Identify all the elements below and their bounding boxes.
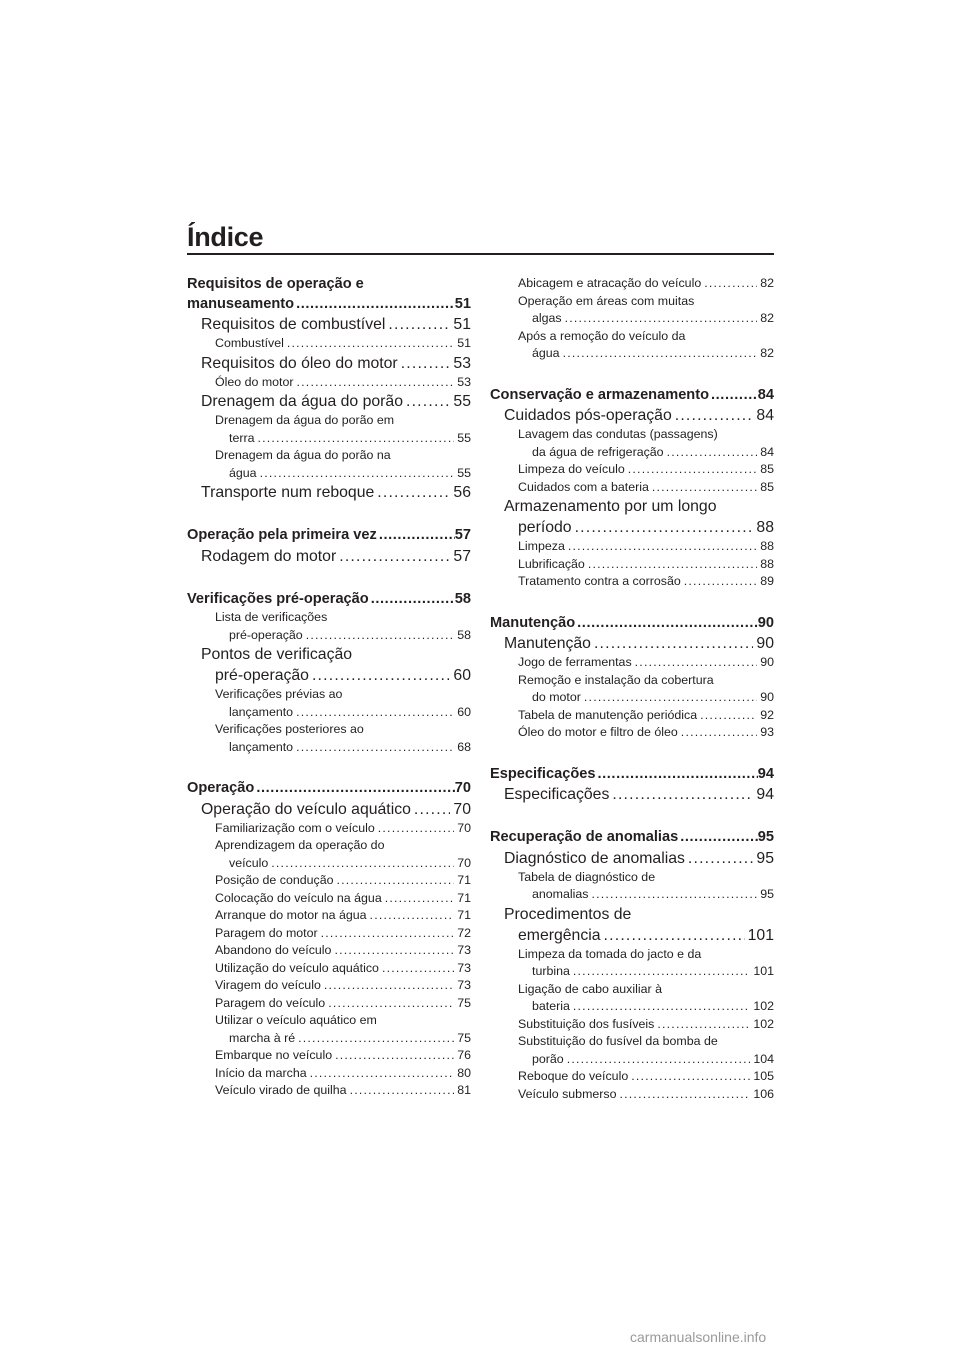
toc-entry[interactable] [187,1012,471,1047]
toc-page-number: 58 [454,590,471,607]
toc-entry-title: Requisitos do óleo do motor [201,354,398,372]
toc-entry[interactable] [490,573,774,591]
toc-entry-title: Transporte num reboque [201,484,375,501]
toc-page-number: 70 [457,820,471,835]
toc-entry-title: Jogo de ferramentas [518,655,632,669]
toc-entry[interactable] [490,386,774,406]
dot-leader [321,925,455,943]
dot-leader [577,614,758,634]
toc-entry[interactable] [187,799,471,820]
toc-page-number: 101 [753,964,774,978]
toc-entry[interactable] [490,654,774,672]
toc-entry-title: Utilização do veículo aquático [215,960,379,975]
toc-entry-title: Ligação de cabo auxiliar à [518,981,662,996]
toc-page-number: 90 [760,690,774,704]
toc-entry-title: veículo [229,855,269,870]
toc-page-number: 55 [453,393,471,410]
toc-page-number: 53 [453,354,471,372]
dot-leader [296,704,454,722]
dot-leader [312,665,450,686]
toc-entry-title: da água de refrigeração [532,444,664,459]
toc-entry-title: Rodagem do motor [201,547,337,565]
toc-entry[interactable] [187,391,471,412]
toc-entry[interactable] [187,977,471,995]
toc-page-number: 51 [453,316,471,333]
toc-entry-title: Óleo do motor [215,374,294,389]
toc-entry-title: Verificações prévias ao [215,687,343,701]
toc-page-number: 88 [760,556,774,571]
dot-leader [388,314,450,335]
dot-leader [565,310,758,328]
toc-entry-title: manuseamento [187,295,295,312]
toc-entry-title: Lavagem das condutas (passagens) [518,427,718,441]
toc-entry-title: água [532,346,560,360]
dot-leader [296,739,454,757]
dot-leader [700,707,757,725]
toc-page-number: 75 [457,1030,471,1045]
toc-entry-title: Substituição do fusível da bomba de [518,1034,718,1048]
toc-entry-title: Diagnóstico de anomalias [504,849,685,867]
toc-entry-title: Aprendizagem da operação do [215,838,385,852]
toc-page-number: 94 [757,765,774,782]
dot-leader [652,479,757,497]
dot-leader [257,430,454,448]
toc-page-number: 55 [457,465,471,480]
dot-leader [271,855,454,873]
toc-page-number: 75 [457,995,471,1010]
toc-page-number: 60 [453,667,471,684]
toc-entry[interactable] [187,275,471,314]
toc-entry-title: Posição de condução [215,873,334,887]
toc-entry-title: Requisitos de combustível [201,316,386,333]
dot-leader [256,779,454,799]
toc-entry[interactable] [490,633,774,654]
toc-page-number: 85 [760,462,774,476]
toc-entry[interactable] [187,721,471,756]
toc-page-number: 84 [757,386,774,403]
toc-entry-title: período [518,519,572,536]
toc-page-number: 94 [756,786,774,803]
toc-entry[interactable] [187,890,471,908]
toc-page-number: 73 [457,943,471,957]
toc-entry-title: Manutenção [490,614,576,631]
toc-page-number: 82 [760,346,774,360]
toc-page-number: 93 [760,725,774,739]
toc-page-number: 84 [756,407,774,424]
toc-entry-title: Verificações posteriores ao [215,722,364,736]
toc-page-number: 56 [453,484,471,501]
dot-leader [378,820,454,838]
dot-leader [287,335,454,353]
dot-leader [260,465,455,483]
toc-entry-title: Substituição dos fusíveis [518,1016,655,1031]
dot-leader [597,765,757,785]
toc-entry[interactable] [187,686,471,721]
toc-entry-title: Utilizar o veículo aquático em [215,1013,377,1027]
toc-entry[interactable] [490,1068,774,1086]
toc-page-number: 102 [753,999,774,1013]
toc-entry[interactable] [187,644,471,686]
toc-entry[interactable] [490,426,774,461]
dot-leader [681,724,757,742]
toc-entry-title: Operação [187,780,255,796]
toc-page-number: 81 [457,1083,471,1097]
toc-page-number: 57 [454,527,471,543]
toc-entry-title: Veículo virado de quilha [215,1083,347,1097]
dot-leader [684,573,757,591]
toc-page-number: 60 [457,704,471,719]
toc-page-number: 57 [453,547,471,565]
dot-leader [568,538,757,556]
toc-entry-title: Familiarização com o veículo [215,820,375,835]
toc-entry-title: do motor [532,690,581,704]
dot-leader [631,1068,750,1086]
dot-leader [688,848,754,869]
toc-entry[interactable] [187,960,471,978]
toc-entry-title: pré-operação [215,667,309,684]
toc-entry-title: Operação em áreas com muitas [518,293,695,308]
toc-entry[interactable] [187,1082,471,1100]
toc-entry-title: Verificações pré-operação [187,590,369,607]
toc-entry-title: anomalias [532,887,589,901]
toc-entry[interactable] [490,614,774,634]
toc-page-number: 70 [453,800,471,818]
toc-entry-title: Embarque no veículo [215,1048,333,1062]
toc-page-number: 85 [760,479,774,494]
toc-entry[interactable] [490,405,774,426]
toc-page-number: 71 [457,890,471,905]
toc-entry[interactable] [490,765,774,785]
toc-page-number: 73 [457,978,471,992]
toc-entry-title: Paragem do veículo [215,995,326,1010]
toc-entry-title: Pontos de verificação [201,646,353,663]
toc-entry[interactable] [490,293,774,328]
toc-page-number: 58 [457,627,471,642]
toc-entry-title: Conservação e armazenamento [490,386,709,403]
dot-leader [334,942,454,960]
toc-entry-title: Viragem do veículo [215,978,321,992]
toc-entry-title: Tabela de manutenção periódica [518,707,698,722]
toc-entry[interactable] [490,828,774,848]
toc-entry-title: turbina [532,964,570,978]
toc-page-number: 70 [454,780,471,796]
toc-page-number: 55 [457,430,471,445]
toc-entry[interactable] [490,981,774,1016]
toc-entry[interactable] [187,335,471,353]
toc-entry[interactable] [490,479,774,497]
toc-page-number: 72 [457,925,471,940]
toc-page-number: 95 [757,829,774,845]
dot-leader [328,995,454,1013]
toc-entry-title: Limpeza [518,539,565,553]
dot-leader [296,295,455,315]
toc-page-number: 70 [457,855,471,870]
toc-entry-title: Lista de verificações [215,610,328,624]
toc-entry[interactable] [187,482,471,503]
toc-entry-title: porão [532,1051,564,1066]
toc-entry-title: marcha à ré [229,1030,296,1045]
toc-entry[interactable] [187,314,471,335]
toc-entry-title: lançamento [229,739,294,754]
toc-entry-title: Colocação do veículo na água [215,890,382,905]
dot-leader [324,977,454,995]
toc-entry[interactable] [187,925,471,943]
toc-entry[interactable] [187,546,471,567]
toc-entry[interactable] [490,904,774,946]
toc-entry[interactable] [187,374,471,392]
toc-page-number: 71 [457,908,471,922]
toc-entry-title: algas [532,311,562,325]
dot-leader [573,963,750,981]
toc-page-number: 84 [760,444,774,459]
toc-entry-title: Veículo submerso [518,1086,617,1101]
toc-entry-title: Cuidados com a bateria [518,479,649,494]
toc-page-number: 106 [753,1086,774,1101]
dot-leader [584,689,757,707]
toc-entry[interactable] [490,538,774,556]
toc-entry-title: Tabela de diagnóstico de [518,869,656,884]
dot-leader [350,1082,455,1100]
toc-entry[interactable] [187,820,471,838]
toc-page-number: 102 [753,1016,774,1031]
dot-leader [297,374,455,392]
toc-entry[interactable] [490,672,774,707]
toc-entry-title: Especificações [490,765,596,782]
toc-entry[interactable] [187,907,471,925]
dot-leader [382,960,454,978]
toc-entry[interactable] [490,328,774,363]
toc-entry[interactable] [490,707,774,725]
toc-entry[interactable] [187,526,471,546]
toc-entry-title: Combustível [215,336,284,350]
toc-page-number: 90 [757,614,774,631]
dot-leader [680,828,758,848]
toc-entry[interactable] [187,447,471,482]
toc-entry-title: Tratamento contra a corrosão [518,574,681,588]
toc-entry[interactable] [490,496,774,538]
toc-page-number: 90 [760,655,774,669]
toc-page-number: 95 [760,887,774,901]
dot-leader [667,444,758,462]
footer-watermark: carmanualsonline.info [630,1329,767,1345]
toc-page-number: 82 [760,276,774,290]
toc-entry-title: Requisitos de operação e [187,276,364,292]
dot-leader [339,546,450,567]
dot-leader [575,517,754,538]
toc-entry[interactable] [490,1016,774,1034]
toc-entry-title: Armazenamento por um longo [504,498,717,515]
toc-entry[interactable] [490,946,774,981]
dot-leader [657,1016,750,1034]
toc-entry-title: Abandono do veículo [215,943,332,957]
dot-leader [704,275,757,293]
dot-leader [306,627,455,645]
toc-page-number: 68 [457,739,471,754]
dot-leader [337,872,455,890]
toc-entry[interactable] [490,869,774,904]
toc-entry[interactable] [187,872,471,890]
toc-entry-title: Drenagem da água do porão [201,393,403,410]
toc-entry-title: Paragem do motor [215,925,318,940]
toc-entry[interactable] [187,609,471,644]
toc-entry[interactable] [187,779,471,799]
toc-entry-title: Drenagem da água do porão na [215,448,391,462]
toc-page-number: 51 [457,336,471,350]
toc-entry-title: Limpeza da tomada do jacto e da [518,946,702,961]
dot-leader [711,386,758,406]
toc-page-number: 53 [457,374,471,389]
toc-entry[interactable] [187,995,471,1013]
dot-leader [401,353,451,374]
dot-leader [385,890,454,908]
page-title: Índice [187,222,264,252]
toc-entry[interactable] [187,412,471,447]
dot-leader [371,590,455,610]
dot-leader [591,886,757,904]
dot-leader [567,1051,751,1069]
dot-leader [675,405,754,426]
toc-page-number: 101 [747,926,774,944]
toc-entry[interactable] [187,942,471,960]
toc-page-number: 95 [756,849,774,867]
toc-entry-title: Especificações [504,786,610,803]
toc-entry-title: Lubrificação [518,556,585,571]
toc-page-number: 89 [760,574,774,588]
toc-entry-title: Limpeza do veículo [518,462,625,476]
toc-page-number: 82 [760,311,774,325]
dot-leader [620,1086,751,1104]
toc-entry-title: Após a remoção do veículo da [518,328,686,343]
dot-leader [377,482,450,503]
toc-page-number: 92 [760,707,774,722]
dot-leader [594,633,753,654]
dot-leader [310,1065,455,1083]
dot-leader [573,998,750,1016]
dot-leader [298,1030,454,1048]
toc-column-right [490,275,774,1103]
dot-leader [414,799,451,820]
toc-entry-title: bateria [532,999,570,1013]
dot-leader [370,907,455,925]
dot-leader [379,526,455,546]
toc-column-left [187,275,471,1100]
toc-page-number: 104 [753,1051,774,1066]
toc-page-number: 73 [457,960,471,975]
toc-page-number: 80 [457,1065,471,1080]
toc-entry-title: Remoção e instalação da cobertura [518,672,714,687]
toc-entry-title: Cuidados pós-operação [504,407,672,424]
toc-page-number: 88 [760,539,774,553]
toc-entry-title: Reboque do veículo [518,1069,629,1083]
toc-entry-title: Manutenção [504,635,591,652]
toc-entry[interactable] [187,1047,471,1065]
toc-entry-title: Recuperação de anomalias [490,829,679,845]
dot-leader [335,1047,454,1065]
toc-page-number: 105 [753,1069,774,1083]
toc-entry[interactable] [187,1065,471,1083]
toc-entry-title: emergência [518,926,601,944]
dot-leader [604,925,745,946]
toc-entry-title: Abicagem e atracação do veículo [518,276,702,290]
toc-page-number: 71 [457,873,471,887]
toc-entry-title: Início da marcha [215,1065,307,1080]
toc-entry-title: Operação pela primeira vez [187,527,377,543]
toc-entry[interactable] [187,837,471,872]
toc-entry-title: Procedimentos de [504,905,632,923]
toc-entry-title: lançamento [229,704,294,719]
toc-entry-title: Drenagem da água do porão em [215,413,395,427]
toc-entry[interactable] [490,461,774,479]
toc-entry-title: água [229,465,257,480]
toc-page-number: 76 [457,1048,471,1062]
toc-entry[interactable] [490,784,774,805]
toc-entry-title: Operação do veículo aquático [201,800,411,818]
dot-leader [635,654,758,672]
toc-entry[interactable] [490,1086,774,1104]
dot-leader [406,391,450,412]
toc-page-number: 90 [756,635,774,652]
toc-entry-title: Arranque do motor na água [215,908,367,922]
dot-leader [628,461,757,479]
dot-leader [563,345,758,363]
toc-entry-title: terra [229,430,255,445]
toc-page-number: 88 [756,519,774,536]
toc-entry-title: pré-operação [229,627,303,642]
toc-entry[interactable] [490,556,774,574]
toc-entry[interactable] [490,724,774,742]
dot-leader [588,556,757,574]
toc-entry[interactable] [187,353,471,374]
toc-entry[interactable] [490,1033,774,1068]
title-rule [187,253,774,255]
toc-entry[interactable] [187,590,471,610]
toc-page-number: 51 [454,295,471,312]
dot-leader [612,784,753,805]
toc-entry[interactable] [490,848,774,869]
toc-entry-title: Óleo do motor e filtro de óleo [518,725,678,739]
toc-entry[interactable] [490,275,774,293]
